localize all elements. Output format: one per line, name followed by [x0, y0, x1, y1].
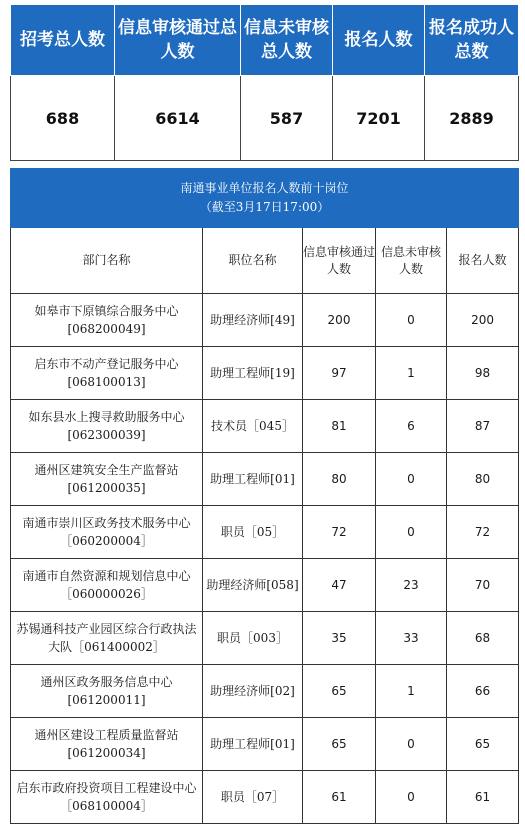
column-header-applicants: 报名人数 [447, 228, 519, 294]
column-header-position: 职位名称 [203, 228, 303, 294]
cell-applicants: 61 [447, 771, 519, 824]
summary-value-applicants: 7201 [333, 76, 425, 161]
cell-approved: 72 [303, 506, 376, 559]
cell-applicants: 72 [447, 506, 519, 559]
summary-header-total-recruits: 招考总人数 [11, 5, 115, 76]
table-row [11, 453, 519, 506]
column-header-row [11, 228, 519, 294]
top-ten-positions-table [10, 168, 519, 824]
summary-header-approved: 信息审核通过总人数 [115, 5, 241, 76]
cell-applicants: 68 [447, 612, 519, 665]
table-row [11, 347, 519, 400]
cell-dept: 如皋市下原镇综合服务中心[068200049] [11, 294, 203, 347]
cell-pending: 0 [376, 294, 447, 347]
summary-value-row [11, 76, 519, 161]
summary-value-pending: 587 [241, 76, 333, 161]
cell-applicants: 70 [447, 559, 519, 612]
cell-applicants: 98 [447, 347, 519, 400]
cell-dept: 南通市自然资源和规划信息中心［060000026］ [11, 559, 203, 612]
cell-pending: 0 [376, 506, 447, 559]
cell-approved: 81 [303, 400, 376, 453]
cell-dept: 通州区建筑安全生产监督站[061200035] [11, 453, 203, 506]
cell-approved: 35 [303, 612, 376, 665]
summary-table [10, 4, 519, 161]
cell-pending: 23 [376, 559, 447, 612]
cell-approved: 97 [303, 347, 376, 400]
cell-dept: 如东县水上搜寻救助服务中心[062300039] [11, 400, 203, 453]
table-subtitle: （截至3月17日17:00） [199, 200, 330, 214]
cell-pending: 0 [376, 718, 447, 771]
table-title: 南通事业单位报名人数前十岗位 [180, 181, 349, 195]
summary-value-total-recruits: 688 [11, 76, 115, 161]
cell-dept: 启东市不动产登记服务中心[068100013] [11, 347, 203, 400]
table-row [11, 771, 519, 824]
cell-position: 助理经济师[058] [203, 559, 303, 612]
cell-applicants: 87 [447, 400, 519, 453]
summary-header-pending: 信息未审核总人数 [241, 5, 333, 76]
cell-applicants: 66 [447, 665, 519, 718]
cell-pending: 0 [376, 771, 447, 824]
cell-dept: 启东市政府投资项目工程建设中心［068100004］ [11, 771, 203, 824]
column-header-pending: 信息未审核人数 [376, 228, 447, 294]
cell-position: 助理经济师[02] [203, 665, 303, 718]
cell-pending: 1 [376, 347, 447, 400]
cell-approved: 47 [303, 559, 376, 612]
cell-applicants: 80 [447, 453, 519, 506]
cell-position: 职员［003］ [203, 612, 303, 665]
cell-approved: 65 [303, 718, 376, 771]
cell-position: 助理经济师[49] [203, 294, 303, 347]
cell-approved: 65 [303, 665, 376, 718]
table-row [11, 718, 519, 771]
cell-position: 职员［05］ [203, 506, 303, 559]
summary-header-applicants: 报名人数 [333, 5, 425, 76]
cell-pending: 1 [376, 665, 447, 718]
column-header-approved: 信息审核通过人数 [303, 228, 376, 294]
summary-value-successful: 2889 [425, 76, 519, 161]
column-header-dept: 部门名称 [11, 228, 203, 294]
cell-position: 助理工程师[01] [203, 718, 303, 771]
cell-position: 职员［07］ [203, 771, 303, 824]
cell-pending: 6 [376, 400, 447, 453]
cell-approved: 200 [303, 294, 376, 347]
table-row [11, 612, 519, 665]
cell-dept: 苏锡通科技产业园区综合行政执法大队［061400002］ [11, 612, 203, 665]
cell-dept: 通州区政务服务信息中心[061200011] [11, 665, 203, 718]
cell-applicants: 65 [447, 718, 519, 771]
cell-position: 助理工程师[01] [203, 453, 303, 506]
table-banner-row [11, 169, 519, 228]
ranking-rows [11, 294, 519, 824]
cell-applicants: 200 [447, 294, 519, 347]
cell-dept: 南通市崇川区政务技术服务中心［060200004］ [11, 506, 203, 559]
summary-header-row [11, 5, 519, 76]
cell-position: 助理工程师[19] [203, 347, 303, 400]
table-row [11, 559, 519, 612]
table-row [11, 665, 519, 718]
cell-approved: 61 [303, 771, 376, 824]
cell-dept: 通州区建设工程质量监督站[061200034] [11, 718, 203, 771]
summary-value-approved: 6614 [115, 76, 241, 161]
table-row [11, 400, 519, 453]
cell-pending: 0 [376, 453, 447, 506]
cell-position: 技术员［045］ [203, 400, 303, 453]
cell-approved: 80 [303, 453, 376, 506]
cell-pending: 33 [376, 612, 447, 665]
table-row [11, 294, 519, 347]
table-row [11, 506, 519, 559]
summary-header-successful: 报名成功人总数 [425, 5, 519, 76]
table-banner [11, 169, 519, 228]
